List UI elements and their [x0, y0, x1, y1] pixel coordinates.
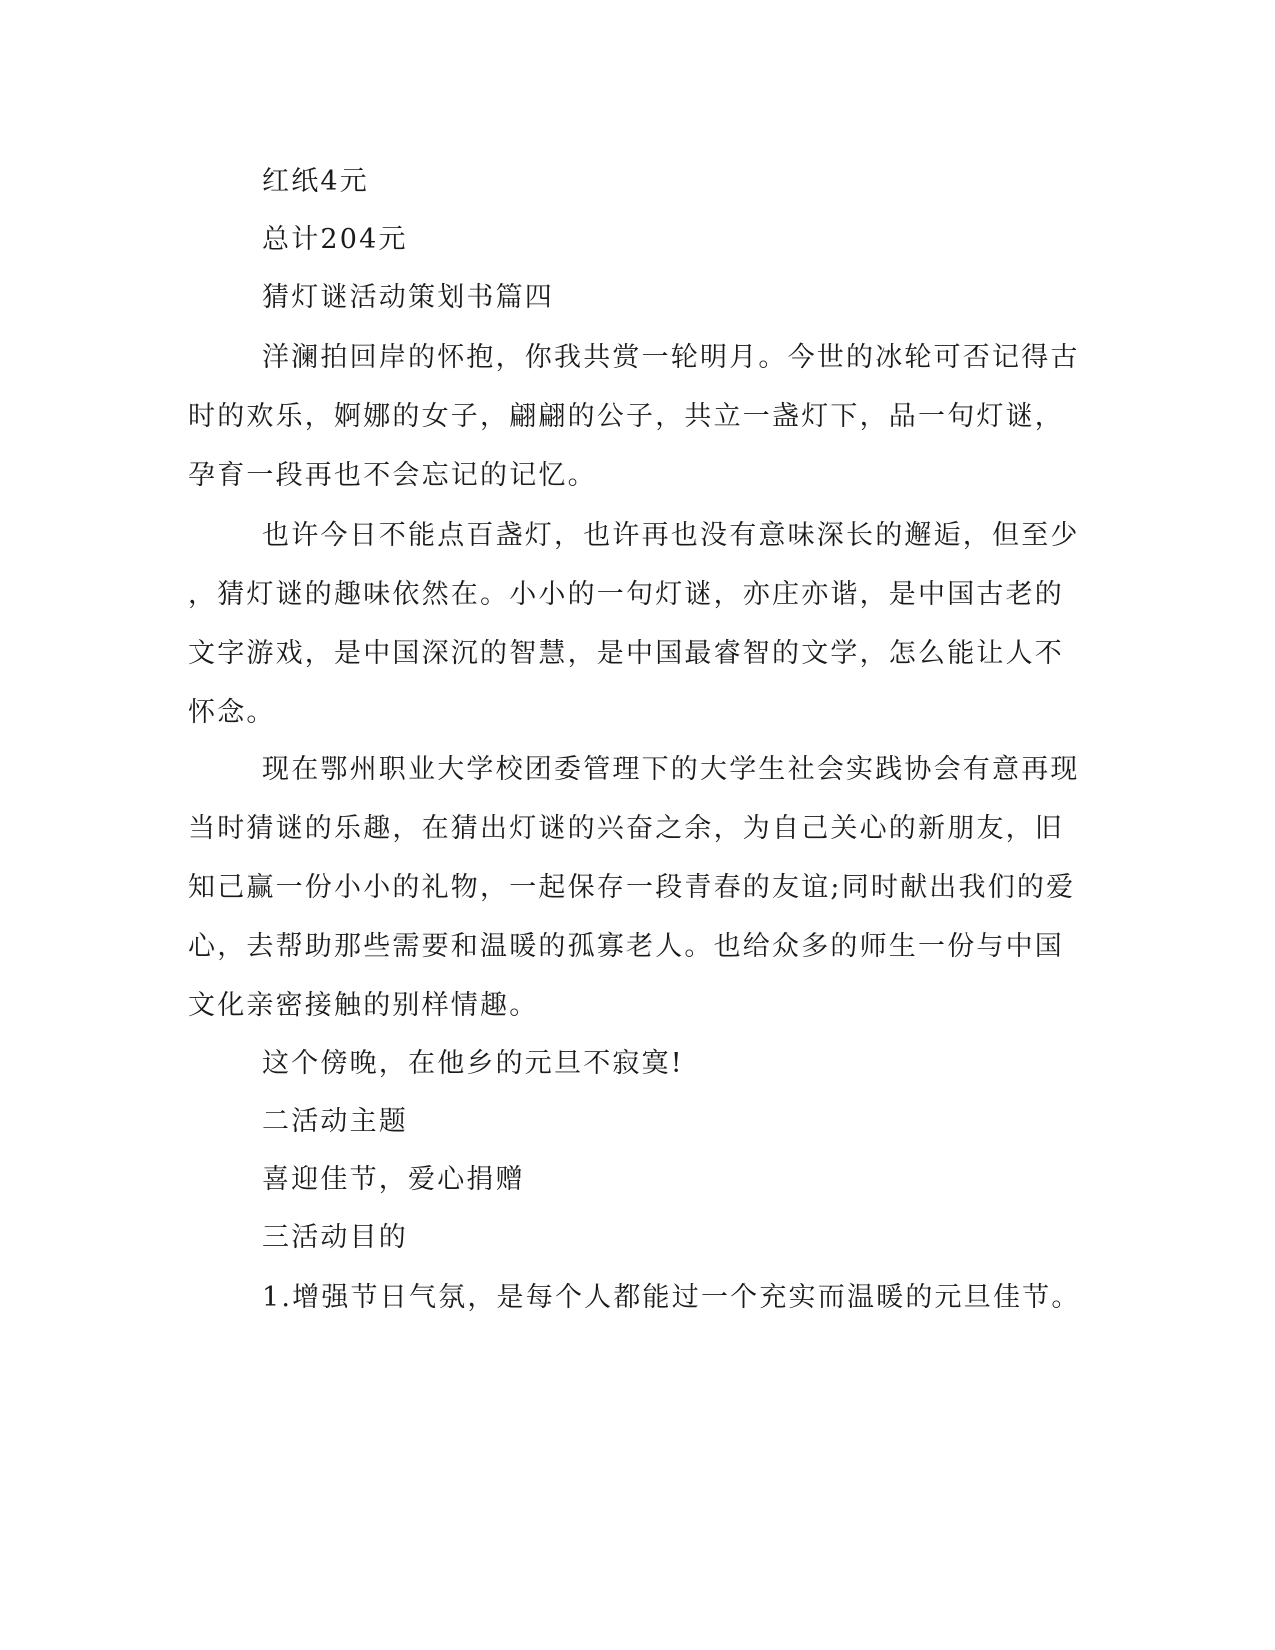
section-3-heading: 三活动目的 [262, 1222, 408, 1253]
intro-paragraph-2 [188, 506, 1080, 742]
section-2-heading: 二活动主题 [262, 1106, 408, 1137]
paragraph-line: 时的欢乐，婀娜的女子，翩翩的公子，共立一盏灯下，品一句灯谜， [188, 401, 1064, 432]
budget-total: 总计204元 [262, 224, 408, 255]
section-3-item-1: 1.增强节日气氛，是每个人都能过一个充实而温暖的元旦佳节。 [262, 1282, 1081, 1313]
paragraph-line: 文化亲密接触的别样情趣。 [188, 990, 539, 1021]
paragraph-line: 洋澜拍回岸的怀抱，你我共赏一轮明月。今世的冰轮可否记得古 [262, 342, 1080, 373]
paragraph-line: 孕育一段再也不会忘记的记忆。 [188, 460, 597, 491]
paragraph-line: 文字游戏，是中国深沉的智慧，是中国最睿智的文学，怎么能让人不 [188, 638, 1064, 669]
budget-item-red-paper: 红纸4元 [262, 166, 369, 197]
section-2-text: 喜迎佳节，爱心捐赠 [262, 1164, 525, 1195]
paragraph-line: 知己赢一份小小的礼物，一起保存一段青春的友谊;同时献出我们的爱 [188, 872, 1076, 903]
paragraph-line: 心，去帮助那些需要和温暖的孤寡老人。也给众多的师生一份与中国 [188, 931, 1064, 962]
paragraph-line: 现在鄂州职业大学校团委管理下的大学生社会实践协会有意再现 [262, 754, 1080, 785]
intro-paragraph-1 [188, 328, 1080, 505]
paragraph-line: 也许今日不能点百盏灯，也许再也没有意味深长的邂逅，但至少 [262, 520, 1080, 551]
paragraph-line: 当时猜谜的乐趣，在猜出灯谜的兴奋之余，为自己关心的新朋友，旧 [188, 813, 1064, 844]
section-title: 猜灯谜活动策划书篇四 [262, 282, 554, 313]
closing-line: 这个傍晚，在他乡的元旦不寂寞! [262, 1048, 684, 1079]
paragraph-line: 怀念。 [188, 697, 276, 728]
intro-paragraph-3 [188, 740, 1080, 1035]
paragraph-line: ，猜灯谜的趣味依然在。小小的一句灯谜，亦庄亦谐，是中国古老的 [188, 579, 1064, 610]
